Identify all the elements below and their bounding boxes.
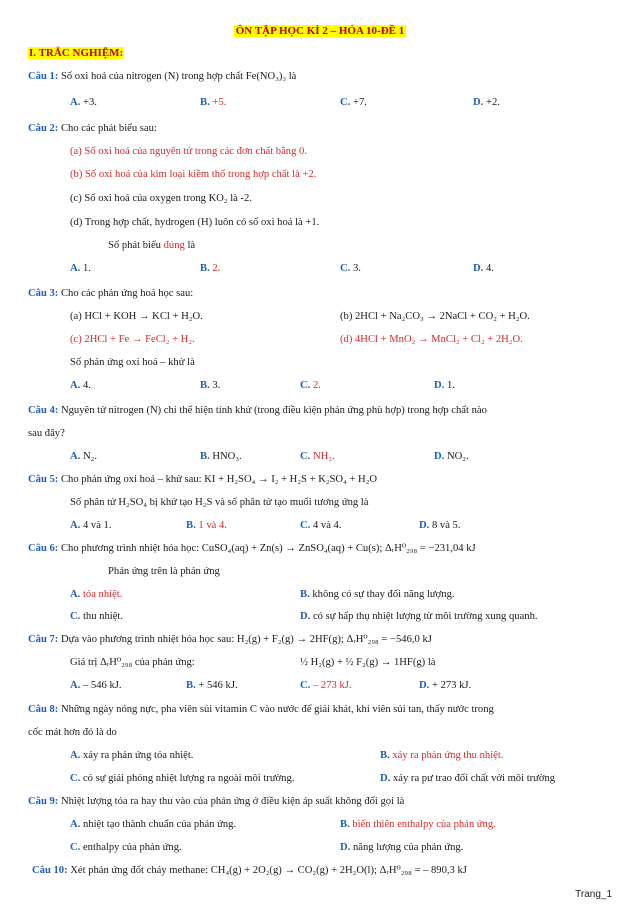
q4-option-b: B. HNO₃. [200,451,242,462]
question-8: Câu 8: Những ngày nóng nực, pha viên sủi vitamin C vào nước để giải khát, khi viên sủi tan, thấy nước trong [28,704,494,715]
q9-option-c: C. enthalpy của phản ứng. [70,842,182,853]
q1-option-a: A. +3. [70,97,97,108]
question-9: Câu 9: Nhiệt lượng tỏa ra hay thu vào của phản ứng ở điều kiện áp suất không đổi gọi là [28,796,405,807]
q3-reaction-b: (b) 2HCl + Na₂CO₃ → 2NaCl + CO₂ + H₂O. [340,311,530,322]
q7-option-a: A. – 546 kJ. [70,680,122,691]
q6-option-c: C. thu nhiệt. [70,611,123,622]
q4-option-a: A. N₂. [70,451,97,462]
q2-option-c: C. 3. [340,263,361,274]
q3-reaction-a: (a) HCl + KOH → KCl + H₂O. [70,311,203,322]
q9-option-b: B. biến thiên enthalpy của phản ứng. [340,819,496,830]
q6-option-d: D. có sự hấp thụ nhiệt lượng từ môi trường xung quanh. [300,611,538,622]
q3-question: Số phản ứng oxi hoá – khử là [70,357,195,368]
q2-option-a: A. 1. [70,263,91,274]
q5-option-c: C. 4 và 4. [300,520,342,531]
question-1: Câu 1: Số oxi hoá của nitrogen (N) trong hợp chất Fe(NO₃)₃ là [28,71,297,82]
q5-option-b: B. 1 và 4. [186,520,227,531]
q4-option-d: D. NO₂. [434,451,469,462]
q9-option-a: A. nhiệt tạo thành chuẩn của phản ứng. [70,819,237,830]
q7-option-c: C. – 273 kJ. [300,680,352,691]
q1-option-d: D. +2. [473,97,500,108]
q2-option-d: D. 4. [473,263,494,274]
q3-option-c: C. 2. [300,380,321,391]
question-8-cont: cốc mát hơn đó là do [28,727,117,738]
question-7-cont-a: Giá trị ΔᵣH⁰₂₉₈ của phản ứng: [70,657,195,668]
question-7-cont-b: ½ H₂(g) + ½ F₂(g) → 1HF(g) là [300,657,436,668]
q6-option-a: A. tỏa nhiệt. [70,589,123,600]
q6-option-b: B. không có sự thay đổi năng lượng. [300,589,455,600]
question-4: Câu 4: Nguyên tử nitrogen (N) chỉ thể hiện tính khử (trong điều kiện phản ứng phù hợp) trong hợp chất nào [28,405,487,416]
q2-option-b: B. 2. [200,263,221,274]
q9-option-d: D. năng lượng của phản ứng. [340,842,464,853]
question-5: Câu 5: Cho phản ứng oxi hoá – khử sau: KI + H₂SO₄ → I₂ + H₂S + K₂SO₄ + H₂O [28,474,378,485]
question-5-cont: Số phân tử H₂SO₄ bị khử tạo H₂S và số phân tử tạo muối tương ứng là [70,497,369,508]
question-6: Câu 6: Cho phương trình nhiệt hóa học: CuSO₄(aq) + Zn(s) → ZnSO₄(aq) + Cu(s); ΔᵣH⁰₂₉₈ = −231,04 kJ [28,543,476,554]
q2-statement-c: (c) Số oxi hoá của oxygen trong KO₂ là -2. [70,193,252,204]
q5-option-a: A. 4 và 1. [70,520,112,531]
q8-option-c: C. có sự giải phóng nhiệt lượng ra ngoài môi trường. [70,773,295,784]
q1-option-b: B. +5. [200,97,227,108]
section-heading: I. TRẮC NGHIỆM: [29,47,124,59]
q2-statement-a: (a) Số oxi hoá của nguyên tử trong các đơn chất bằng 0. [70,146,307,157]
q2-statement-d: (d) Trong hợp chất, hydrogen (H) luôn có số oxi hoá là +1. [70,217,320,228]
question-6-cont: Phản ứng trên là phản ứng [108,566,220,577]
q3-reaction-c: (c) 2HCl + Fe → FeCl₂ + H₂. [70,334,195,345]
question-10: Câu 10: Xét phản ứng đốt cháy methane: CH₄(g) + 2O₂(g) → CO₂(g) + 2H₂O(l); ΔᵣH⁰₂₉₈ = – 890,3 kJ [32,865,467,876]
q8-option-d: D. xảy ra pư trao đổi chất với môi trường [380,773,556,784]
q3-option-a: A. 4. [70,380,91,391]
q3-option-d: D. 1. [434,380,455,391]
q2-question: Số phát biểu đúng là [108,240,196,251]
question-7: Câu 7: Dựa vào phương trình nhiệt hóa học sau: H₂(g) + F₂(g) → 2HF(g); ΔᵣH⁰₂₉₈ = −546,0 kJ [28,634,432,645]
q5-option-d: D. 8 và 5. [419,520,461,531]
question-2: Câu 2: Cho các phát biểu sau: [28,123,157,134]
question-4-cont: sau đây? [28,428,65,439]
q3-option-b: B. 3. [200,380,221,391]
q1-option-c: C. +7. [340,97,367,108]
q2-statement-b: (b) Số oxi hoá của kim loại kiềm thổ trong hợp chất là +2. [70,169,317,180]
q4-option-c: C. NH₃. [300,451,335,462]
q7-option-b: B. + 546 kJ. [186,680,238,691]
page-title: ÔN TẬP HỌC KÌ 2 – HÓA 10-ĐỀ 1 [235,25,405,37]
q7-option-d: D. + 273 kJ. [419,680,472,691]
question-3: Câu 3: Cho các phản ứng hoá học sau: [28,288,194,299]
page-footer: Trang_1 [575,889,612,900]
q8-option-a: A. xảy ra phản ứng tỏa nhiệt. [70,750,194,761]
q3-reaction-d: (d) 4HCl + MnO₂ → MnCl₂ + Cl₂ + 2H₂O. [340,334,523,345]
q8-option-b: B. xảy ra phản ứng thu nhiệt. [380,750,504,761]
